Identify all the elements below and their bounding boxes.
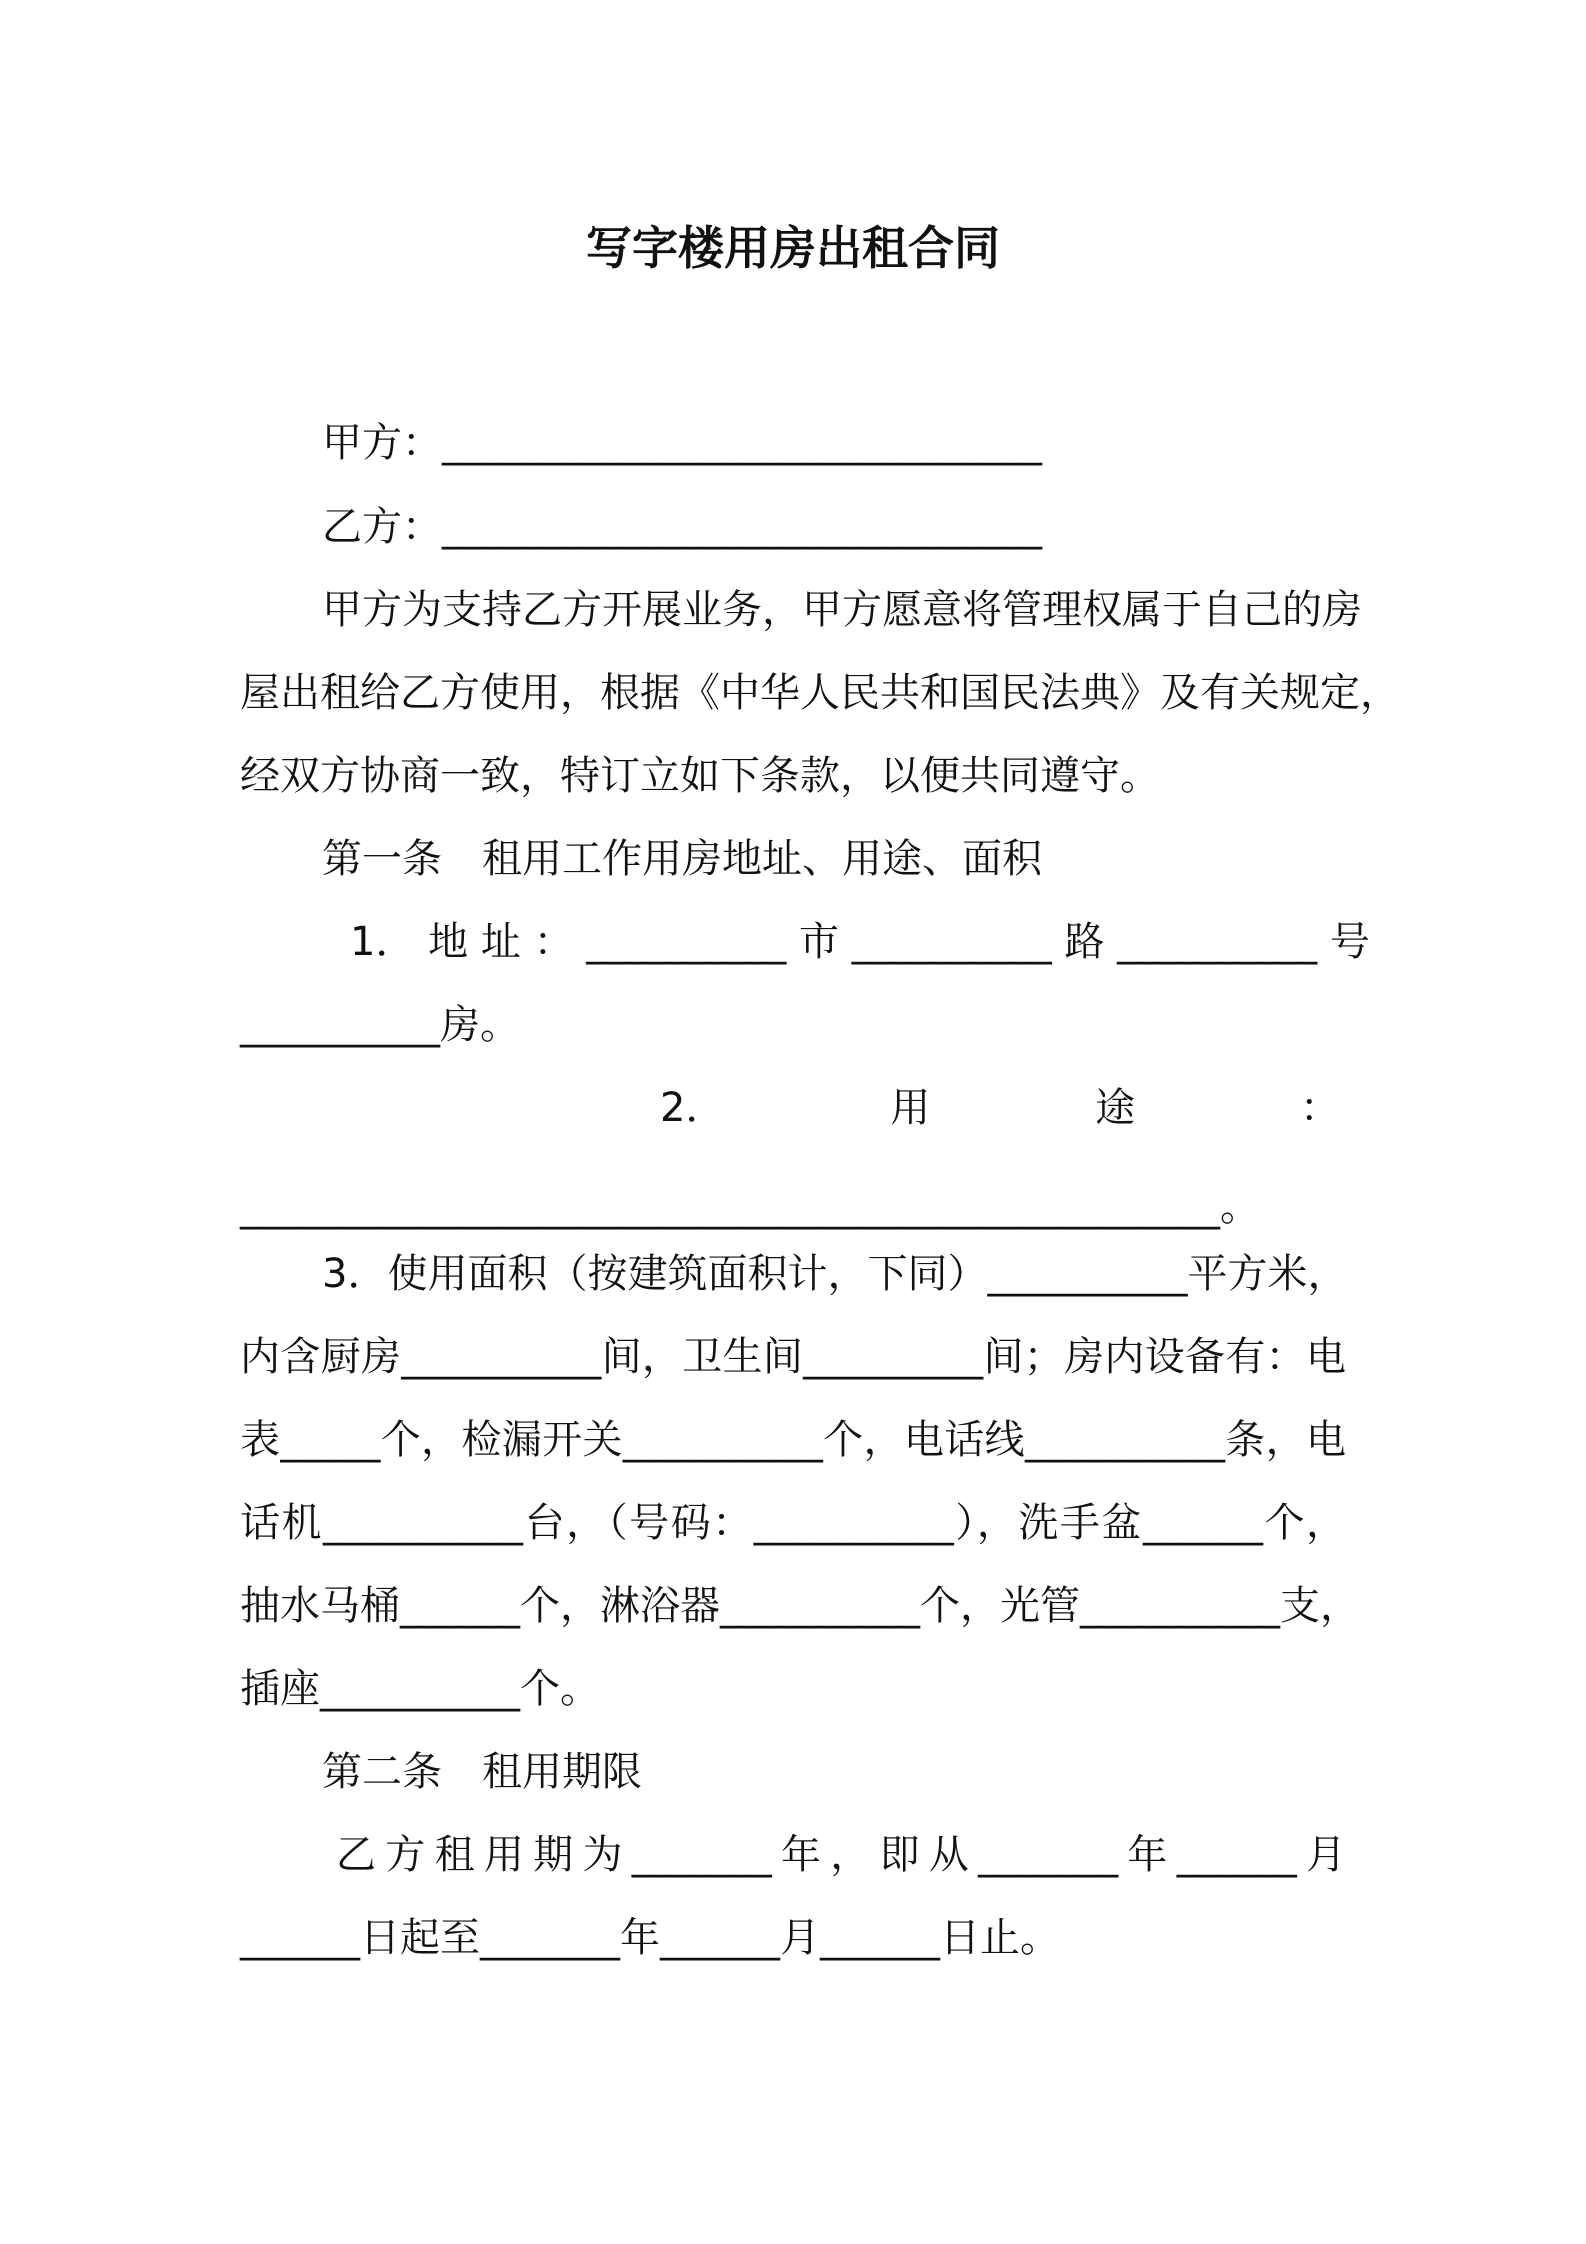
usage-label-1: 用 [890, 1085, 931, 1131]
preamble-line-1: 甲方为支持乙方开展业务，甲方愿意将管理权属于自己的房 [322, 587, 1362, 633]
article1-usage-line [660, 1081, 1340, 1135]
article1-heading: 第一条 租用工作用房地址、用途、面积 [322, 836, 1042, 882]
party-a-line: 甲方：______________________________ [322, 420, 1042, 466]
article2-line-1: 乙方租用期为_______年，即从_______年______月 [336, 1832, 1346, 1878]
article2-heading: 第二条 租用期限 [322, 1749, 642, 1795]
article1-area-line-6: 插座__________个。 [240, 1666, 600, 1712]
article2-line-2: ______日起至_______年______月______日止。 [240, 1915, 1060, 1961]
article1-area-line-2: 内含厨房__________间，卫生间_________间；房内设备有：电 [240, 1334, 1346, 1380]
usage-label-2: 途 [1095, 1085, 1136, 1131]
usage-number: 2． [660, 1085, 726, 1131]
document-title: 写字楼用房出租合同 [586, 221, 1000, 275]
article1-area-line-5: 抽水马桶______个，淋浴器__________个，光管__________支， [240, 1583, 1360, 1629]
article1-address-line-2: __________房。 [240, 1002, 520, 1048]
party-b-line: 乙方：______________________________ [322, 504, 1042, 550]
article1-address-line-1: 1． 地 址 ： __________ 市 __________ 路 __________ 号 [350, 919, 1370, 965]
article1-area-line-3: 表_____个，检漏开关__________个，电话线__________条，电 [240, 1417, 1346, 1463]
article1-area-line-4: 话机__________台，（号码：__________），洗手盆______个， [240, 1500, 1346, 1546]
article1-usage-blank: _________________________________________________。 [240, 1184, 1260, 1230]
preamble-line-2: 屋出租给乙方使用，根据《中华人民共和国民法典》及有关规定， [240, 670, 1400, 716]
article1-area-line-1: 3．使用面积（按建筑面积计，下同）__________平方米， [322, 1251, 1348, 1297]
preamble-line-3: 经双方协商一致，特订立如下条款，以便共同遵守。 [240, 753, 1160, 799]
usage-colon: ： [1299, 1085, 1340, 1131]
